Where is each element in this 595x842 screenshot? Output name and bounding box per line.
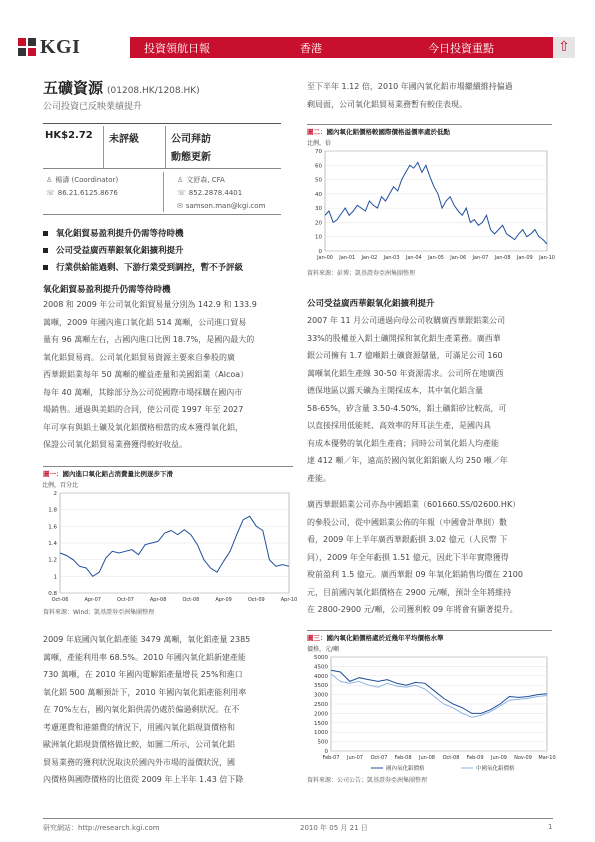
x-tick-label: Jan-02: [361, 255, 378, 261]
y-tick-label: 3000: [314, 692, 328, 699]
analyst-2-phone: ☏ 852.2878.4401: [177, 189, 243, 197]
text-line: 歐洲氧化鋁現貨價格做比較，如圖二所示，公司氧化鋁: [43, 740, 235, 749]
x-tick-label: Oct-09: [247, 597, 265, 603]
brand-name: KGI: [40, 35, 81, 58]
text-line: 場銷售。通過與美鋁的合同，使公司從 1997 年至 2027: [43, 405, 244, 414]
chart-source: 資料來源：公司公告；凱基證券亞洲集團整理: [307, 777, 428, 784]
x-tick-label: Jan-03: [383, 255, 400, 261]
divider: [307, 124, 552, 125]
text-line: 730 萬噸，在 2010 年國內電解鋁產量增長 25%和進口: [43, 670, 243, 679]
text-line: 看，2009 年上半年廣西華銀虧損 3.02 億元（人民幣 下: [307, 535, 508, 544]
y-tick-label: 70: [315, 149, 322, 155]
person-icon: ♙: [177, 176, 184, 184]
legend-label: 中國氧化鋁價格: [476, 766, 515, 772]
footer-website[interactable]: 研究網站：http://research.kgi.com: [43, 824, 160, 832]
email-icon: ✉: [177, 202, 183, 210]
y-tick-label: 1.8: [48, 507, 57, 514]
x-tick-label: Oct-08: [442, 755, 460, 761]
y-tick-label: 2000: [314, 711, 328, 718]
text-line: 稅前盈利 1.5 億元。廣西華銀 09 年氧化鋁銷售均價在 2100: [307, 570, 523, 579]
analyst-1-name: ♙ 楊濤 (Coordinator): [46, 176, 119, 184]
plot-area: [325, 151, 547, 251]
text-line: 58-65%，矽含量 3.50-4.50%，鋁土礦鋁矽比較高，可: [307, 403, 507, 413]
text-line: 氧化鋁貿易商。公司氧化鋁貿易資源主要來自參股的廣: [43, 352, 235, 362]
y-tick-label: 1.4: [48, 541, 57, 547]
y-tick-label: 40: [315, 191, 322, 198]
text-line: 西華銀鋁業每年 50 萬噸的權益產量和美國鋁業（Alcoa）: [43, 370, 249, 379]
text-line: 考慮運費和港雜費的情況下，用國內氧化鋁現貨價格和: [43, 722, 235, 732]
phone-icon: ☏: [46, 189, 55, 197]
analyst-1-phone: ☏ 86.21.6125.8676: [46, 189, 118, 197]
page-number: 1: [548, 823, 553, 831]
section-heading: 氧化鋁貿易盈利提升仍需等待時機: [43, 285, 171, 295]
paragraph: [43, 631, 293, 789]
person-icon: ♙: [46, 176, 53, 184]
text-line: 德保地區以露天礦為主開採成本，其中氧化鋁含量: [307, 386, 483, 395]
tab-hong-kong[interactable]: 香港: [300, 41, 322, 55]
x-tick-label: Apr-09: [215, 597, 232, 603]
y-tick-label: 30: [315, 206, 322, 213]
x-tick-label: Jan-09: [516, 255, 533, 261]
text-line: 量有 96 萬噸左右，占國內進口比例 18.7%，是國內最大的: [43, 335, 255, 344]
paragraph: [307, 496, 552, 619]
text-line: 至下半年 1.12 倍，2010 年國內氧化鋁市場繼續維持偏過: [307, 82, 513, 91]
divider: [43, 214, 281, 215]
paragraph: [307, 78, 552, 113]
text-line: 2009 年底國內氧化鋁產能 3479 萬噸，氧化鋁產量 2385: [43, 635, 251, 644]
key-point: 氧化鋁貿易盈利提升仍需等待時機: [43, 227, 184, 239]
tab-todays-focus[interactable]: 今日投資重點: [428, 41, 494, 55]
y-tick-label: 1: [53, 574, 57, 581]
company-name: 五礦資源: [43, 79, 104, 97]
paragraph: [307, 312, 552, 487]
kgi-logo: [18, 36, 118, 58]
x-tick-label: Jun-08: [419, 755, 435, 761]
info-box: [43, 126, 281, 168]
y-tick-label: 500: [317, 739, 328, 746]
text-line: 每年 40 萬噸，其餘部分為公司從國際市場採購在國內市: [43, 387, 243, 397]
text-line: 內價格與國際價格的比值從 2009 年上半年 1.43 倍下降: [43, 775, 244, 784]
legend-label: 國內氧化鋁價格: [386, 766, 425, 772]
report-type-2: 動態更新: [171, 152, 211, 163]
text-line: 年可享有與鋁土礦及氧化鋁價格相當的成本獲得氧化鋁，: [43, 422, 243, 432]
x-tick-label: Apr-08: [149, 597, 167, 603]
rating: 未評級: [109, 134, 139, 145]
y-tick-label: 50: [315, 177, 322, 184]
text-line: 有成本優勢的氧化鋁生產商；同時公司氧化鋁人均產能: [307, 438, 499, 448]
x-tick-label: Feb-07: [322, 755, 340, 761]
price: HK$2.72: [45, 130, 93, 141]
x-tick-label: Jan-07: [472, 255, 489, 261]
y-tick-label: 0.8: [48, 591, 57, 597]
tab-daily-report[interactable]: 投資領航日報: [144, 41, 210, 55]
section-heading: 公司受益廣西華銀氧化鋁擴利提升: [307, 299, 435, 309]
x-tick-label: Oct-07: [117, 597, 134, 603]
text-line: 以直接採用低能耗、高效率的拜耳法生產，是國內具: [307, 421, 491, 430]
text-line: 產能。: [307, 473, 331, 483]
x-tick-label: Jan-04: [405, 255, 422, 261]
text-line: 2008 和 2009 年公司氧化鋁貿易量分別為 142.9 和 133.9: [43, 300, 257, 309]
x-tick-label: Jan-01: [339, 255, 356, 261]
x-tick-label: Apr-10: [280, 597, 298, 603]
x-tick-label: Jan-10: [539, 255, 555, 261]
chart-source: 資料來源：Wind；凱基證券亞洲集團整理: [43, 609, 155, 616]
up-arrow-icon[interactable]: ⇧: [553, 37, 575, 58]
divider: [307, 630, 552, 631]
text-line: 在 70%左右，國內氧化鋁供需仍處於偏過剩狀況。在不: [43, 705, 240, 714]
text-line: 保證公司氧化鋁貿易業務獲得較好收益。: [43, 440, 187, 449]
text-line: 銀公司擁有 1.7 億噸鋁土礦資源儲量，可滿足公司 160: [307, 351, 503, 360]
y-tick-label: 4000: [314, 673, 328, 680]
x-tick-label: Oct-07: [370, 755, 388, 761]
chart-premium-ratio: [305, 137, 555, 265]
text-line: 剩局面，公司氧化鋁貿易業務暫有較佳表現。: [307, 99, 467, 109]
text-line: 元，目前國內氧化鋁價格在 2900 元/噸，預計全年將維持: [307, 587, 512, 597]
x-tick-label: Jan-05: [428, 255, 444, 261]
y-tick-label: 4500: [314, 664, 328, 671]
y-tick-label: 1.2: [48, 557, 57, 564]
x-tick-label: Oct-08: [182, 597, 200, 603]
phone-icon: ☏: [177, 189, 186, 197]
page-title: [43, 77, 200, 98]
y-axis-label: 價格，元/噸: [307, 646, 340, 653]
text-line: 達 412 噸／年，遠高於國內氧化鋁鋁廠人均 250 噸／年: [307, 456, 508, 465]
text-line: 萬噸，2009 年國內進口氧化鋁 514 萬噸，公司進口貿易: [43, 317, 247, 327]
chart-source: 資料來源：彭博；凱基證券亞洲集團整理: [307, 270, 416, 277]
text-line: 貿易業務的獲利狀況取決於國內外市場的溢價狀況，國: [43, 757, 235, 767]
key-point: 公司受益廣西華銀氧化鋁擴利提升: [43, 244, 184, 256]
chart-caption: 圖一：國內進口氧化鋁占消費量比例逐步下滑: [43, 470, 173, 478]
x-tick-label: Mar-10: [538, 755, 556, 761]
chart-import-ratio: [40, 479, 298, 607]
y-tick-label: 1.6: [48, 524, 57, 531]
x-tick-label: Feb-08: [394, 755, 412, 761]
x-tick-label: Oct-06: [51, 597, 69, 603]
kgi-logo-mark-icon: [18, 38, 36, 56]
y-tick-label: 0: [318, 249, 322, 255]
x-tick-label: Jan-06: [450, 255, 467, 261]
y-tick-label: 10: [315, 234, 322, 241]
y-tick-label: 20: [315, 220, 322, 227]
text-line: 萬噸，產能利用率 68.5%。2010 年國內氧化鋁新建產能: [43, 652, 246, 662]
x-tick-label: Jan-00: [317, 255, 333, 261]
divider: [43, 466, 293, 467]
text-line: 萬噸氧化鋁生產線 30-50 年資源需求。公司所在地廣西: [307, 368, 504, 378]
text-line: 2007 年 11 月公司通過向母公司收購廣西華銀鋁業公司: [307, 316, 506, 325]
footer-date: 2010 年 05 月 21 日: [300, 824, 368, 832]
y-tick-label: 2500: [314, 702, 328, 708]
text-line: 廣西華銀鋁業公司亦為中國鋁業（601660.SS/02600.HK）: [307, 500, 521, 509]
analyst-2-email[interactable]: ✉ samson.man@kgi.com: [177, 202, 266, 210]
footer-divider: [43, 818, 553, 819]
report-type-1: 公司拜訪: [171, 134, 211, 145]
x-tick-label: Apr-07: [84, 597, 101, 603]
paragraph: [43, 296, 293, 454]
x-tick-label: Jan-08: [494, 255, 511, 261]
y-axis-label: 比例，倍: [307, 140, 332, 147]
divider: [43, 168, 281, 169]
y-tick-label: 1500: [314, 720, 328, 727]
chart-alumina-price: [305, 643, 555, 773]
x-tick-label: Jun-07: [347, 755, 363, 761]
divider: [43, 123, 281, 124]
text-line: 氧化鋁 500 萬噸預計下，2010 年國內氧化鋁產能利用率: [43, 687, 247, 697]
analyst-2-name: ♙ 文舒森, CFA: [177, 176, 225, 184]
y-tick-label: 60: [315, 163, 322, 170]
y-tick-label: 2: [53, 491, 57, 497]
text-line: 同），2009 年全年虧損 1.51 億元，因此下半年實際獲得: [307, 552, 509, 562]
y-tick-label: 0: [324, 749, 328, 755]
y-axis-label: 比例，百分比: [42, 482, 79, 489]
text-line: 的參股公司，從中國鋁業公佈的年報（中國會計準則）數: [307, 517, 507, 527]
key-point: 行業供給能過剩、下游行業受到調控，暫不予評級: [43, 261, 243, 273]
x-tick-label: Jun-09: [491, 755, 507, 761]
y-tick-label: 3500: [314, 683, 328, 690]
stock-code: (01208.HK/1208.HK): [107, 86, 200, 96]
text-line: 在 2800-2900 元/噸，公司獲利較 09 年將會有顯著提升。: [307, 605, 518, 614]
header-bar: [130, 37, 575, 58]
x-tick-label: Nov-09: [514, 755, 532, 761]
y-tick-label: 5000: [314, 655, 328, 661]
x-tick-label: Feb-09: [466, 755, 484, 761]
chart-caption: 圖三：國內氧化鋁價格處於近幾年平均價格水準: [307, 634, 444, 642]
text-line: 33%的股權並入鋁土礦開採和氧化鋁生產業務。廣西華: [307, 333, 501, 343]
y-tick-label: 1000: [314, 730, 328, 737]
chart-caption: 圖二：國內氧化鋁價格較國際價格溢價率處於低點: [307, 128, 450, 136]
page-subtitle: 公司投資已反映業績提升: [43, 102, 143, 112]
